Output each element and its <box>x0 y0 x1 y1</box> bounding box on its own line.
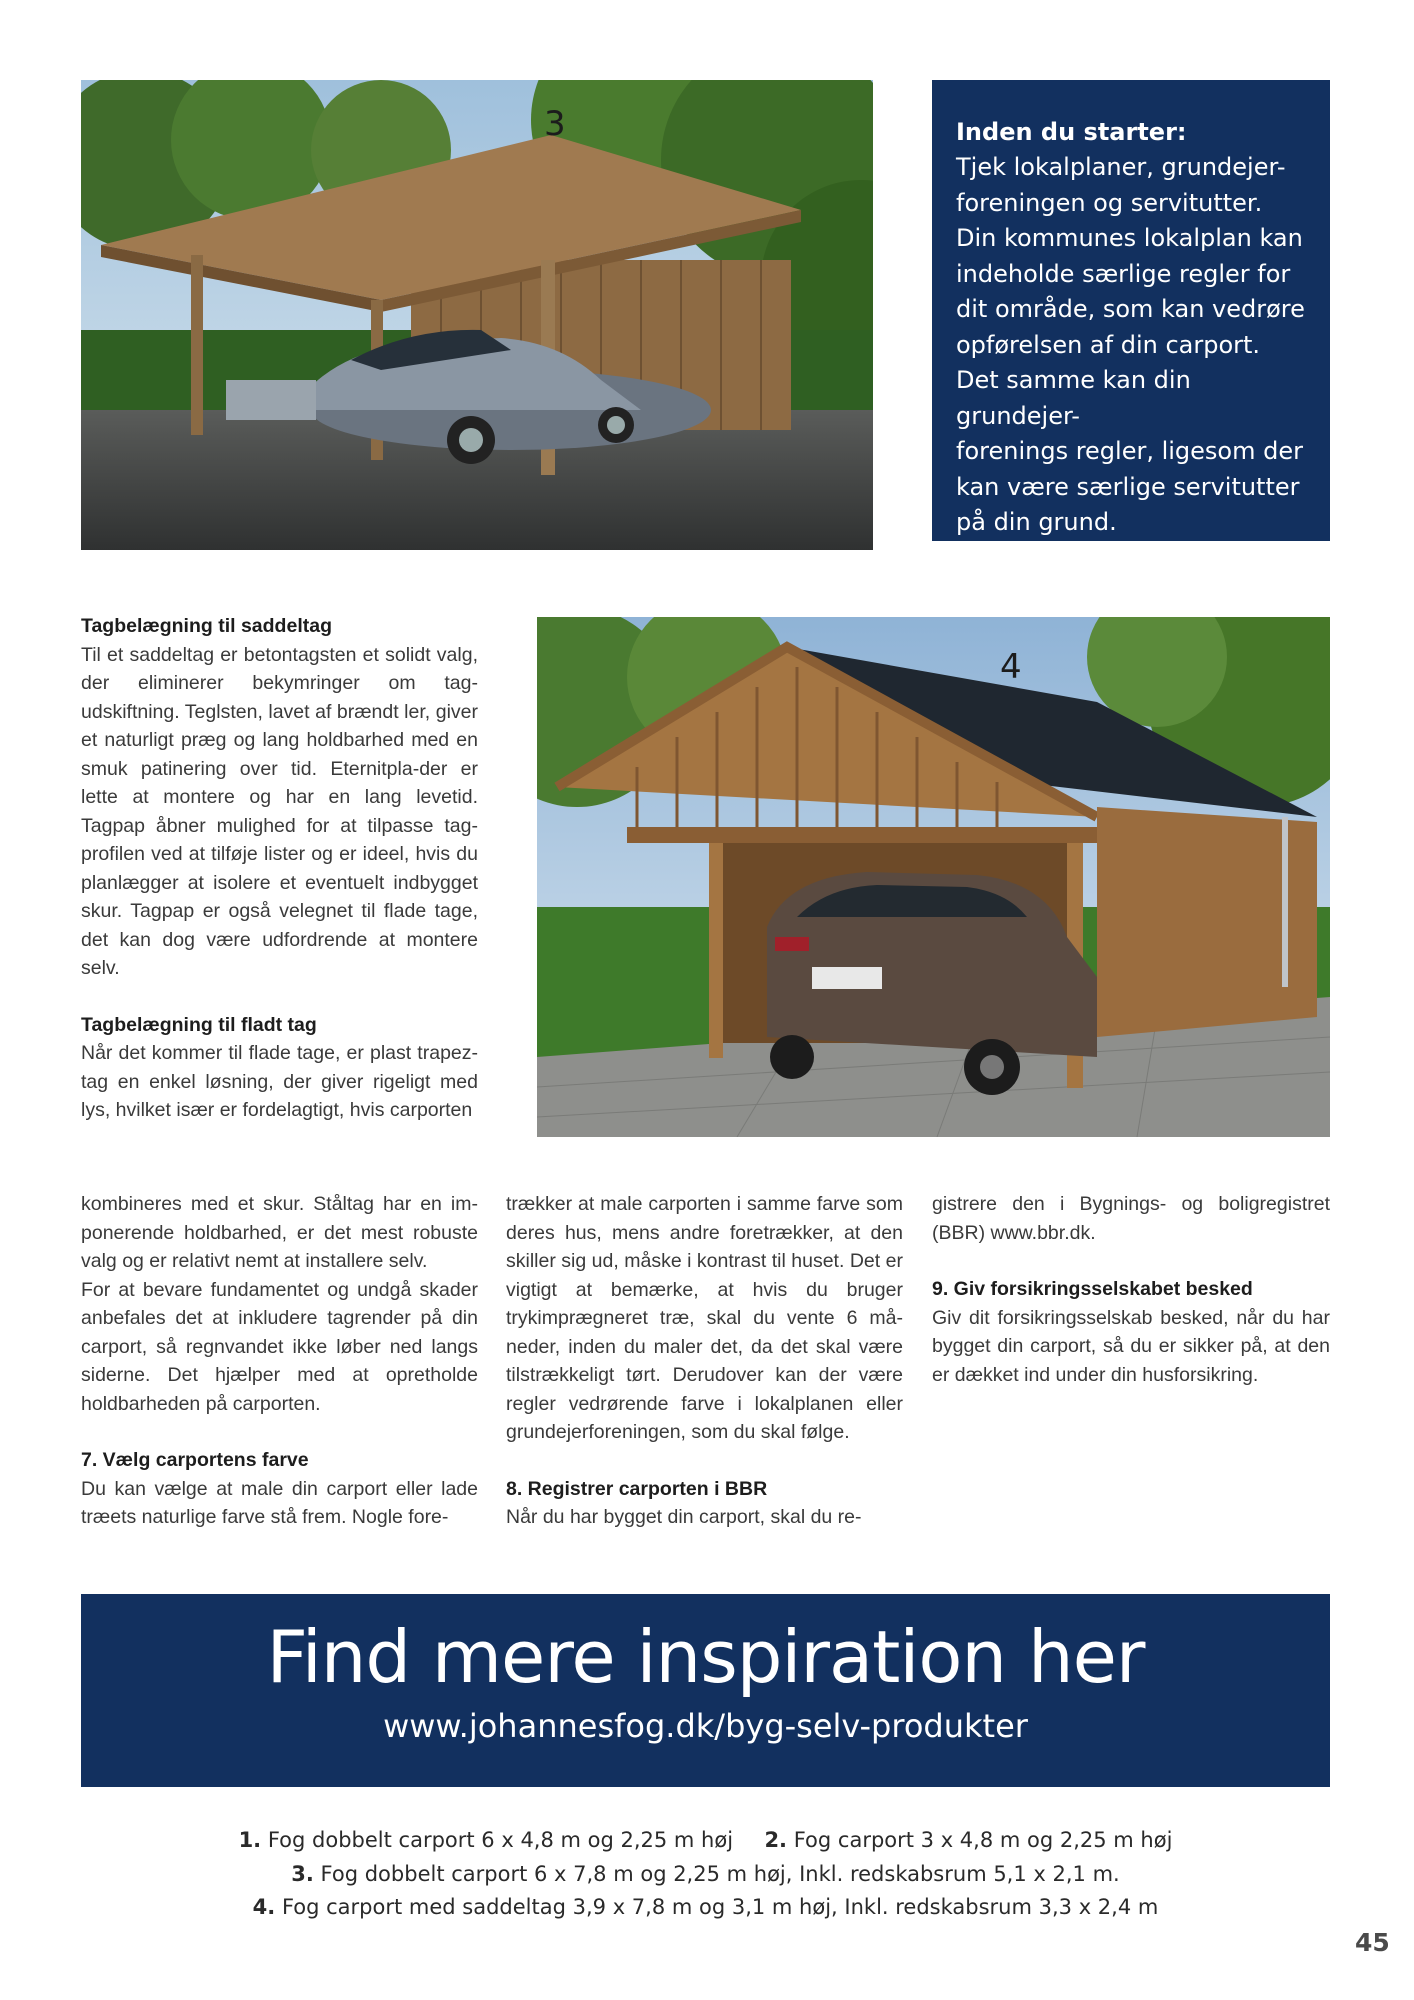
banner-url-link[interactable]: www.johannesfog.dk/byg-selv-produkter <box>383 1707 1028 1745</box>
caption-3-text: Fog dobbelt carport 6 x 7,8 m og 2,25 m høj, Inkl. redskabsrum 5,1 x 2,1 m. <box>320 1861 1120 1886</box>
inspiration-banner <box>81 1594 1330 1787</box>
banner-title: Find mere inspiration her <box>266 1615 1145 1699</box>
caption-2-number: 2. <box>764 1828 788 1852</box>
info-line: Det samme kan din grundejer- <box>956 366 1191 430</box>
caption-3-number: 3. <box>291 1861 314 1886</box>
paragraph-col1-b: For at bevare fundamentet og undgå skader anbefales det at inkludere tagrender på din carport, så regnvandet ikke løber ned langs siderne. Det hjælper med at opretholde holdbarheden på carporten. <box>81 1278 478 1415</box>
photo-3-number: 3 <box>544 104 566 144</box>
caption-2-text: Fog carport 3 x 4,8 m og 2,25 m høj <box>793 1828 1173 1852</box>
caption-4-text: Fog carport med saddeltag 3,9 x 7,8 m og 3,1 m høj, Inkl. redskabsrum 3,3 x 2,4 m <box>281 1895 1159 1919</box>
photo-4-number: 4 <box>1000 647 1022 687</box>
photo-4-saddle-roof-carport <box>537 617 1330 1137</box>
caption-line-3 <box>81 1891 1330 1925</box>
info-line: Tjek lokalplaner, grundejer- <box>956 153 1286 181</box>
heading-fladt-tag: Tagbelægning til fladt tag <box>81 1013 317 1036</box>
text-column-left-top <box>81 612 478 1125</box>
heading-saddeltag: Tagbelægning til saddeltag <box>81 615 332 637</box>
heading-section-7: 7. Vælg carportens farve <box>81 1449 309 1471</box>
paragraph-section-9: Giv dit forsikringsselskab besked, når du har bygget din carport, så du er sikker på, at den er dækket ind under din husforsikring. <box>932 1306 1330 1386</box>
info-box-title: Inden du starter: <box>956 118 1187 146</box>
paragraph-col2: trækker at male carporten i samme farve som deres hus, mens andre foretrækker, at den skiller sig ud, måske i kontrast til huset. Det er vigtigt at bemærke, at hvis du bruger trykimprægneret træ, skal du vente 6 må-neder, inden du maler det, da det skal være tilstrækkeligt tørt. Derudover kan der være regler vedrørende farve i lokalplanen eller grundejerforeningen, som du skal følge. <box>506 1193 903 1443</box>
text-column-1 <box>81 1190 478 1532</box>
page-number: 45 <box>1355 1928 1390 1957</box>
info-line: forenings regler, ligesom der <box>956 437 1303 465</box>
photo-3-carport-convertible <box>81 80 873 550</box>
caption-1-number: 1. <box>238 1828 262 1852</box>
paragraph-fladt-tag: Når det kommer til flade tage, er plast trapez-tag en enkel løsning, der giver rigeligt med lys, hvilket især er fordelagtigt, hvis carporten <box>81 1042 478 1121</box>
info-line: kan være særlige servitutter <box>956 472 1300 501</box>
paragraph-section-8: Når du har bygget din carport, skal du re- <box>506 1506 862 1528</box>
heading-section-8: 8. Registrer carporten i BBR <box>506 1477 768 1500</box>
heading-section-9: 9. Giv forsikringsselskabet besked <box>932 1278 1253 1300</box>
caption-line-1 <box>81 1824 1330 1858</box>
info-line: indeholde særlige regler for <box>956 259 1291 288</box>
info-line: på din grund. <box>956 508 1117 536</box>
caption-line-2 <box>81 1858 1330 1892</box>
info-box <box>932 80 1330 541</box>
paragraph-col1-a: kombineres med et skur. Ståltag har en im-ponerende holdbarhed, er det mest robuste valg og er relativt nemt at installere selv. <box>81 1193 478 1272</box>
text-column-3 <box>932 1190 1330 1389</box>
paragraph-col3: gistrere den i Bygnings- og boligregistret (BBR) www.bbr.dk. <box>932 1193 1330 1244</box>
info-line: foreningen og servitutter. <box>956 188 1263 217</box>
paragraph-saddeltag: Til et saddeltag er betontagsten et solidt valg, der eliminerer bekymringer om tag-udskiftning. Teglsten, lavet af brændt ler, giver et naturligt præg og lang holdbarhed med en smuk patinering over tid. Eternitpla-der er lette at montere og har en lang levetid. Tagpap åbner mulighed for at tilpasse tag-profilen ved at tilføje lister og er ideel, hvis du planlægger at isolere et eventuelt indbygget skur. Tagpap er også velegnet til flade tage, det kan dog være udfordrende at montere selv. <box>81 643 478 979</box>
caption-4-number: 4. <box>252 1895 276 1919</box>
info-line: Din kommunes lokalplan kan <box>956 224 1303 252</box>
info-box-text <box>956 150 1306 541</box>
text-column-2 <box>506 1190 903 1532</box>
caption-1-text: Fog dobbelt carport 6 x 4,8 m og 2,25 m høj <box>267 1828 734 1852</box>
info-line: opførelsen af din carport. <box>956 330 1261 359</box>
info-line: dit område, som kan vedrøre <box>956 295 1305 323</box>
photo-captions <box>81 1824 1330 1925</box>
paragraph-section-7: Du kan vælge at male din carport eller lade træets naturlige farve stå frem. Nogle fore- <box>81 1477 478 1528</box>
